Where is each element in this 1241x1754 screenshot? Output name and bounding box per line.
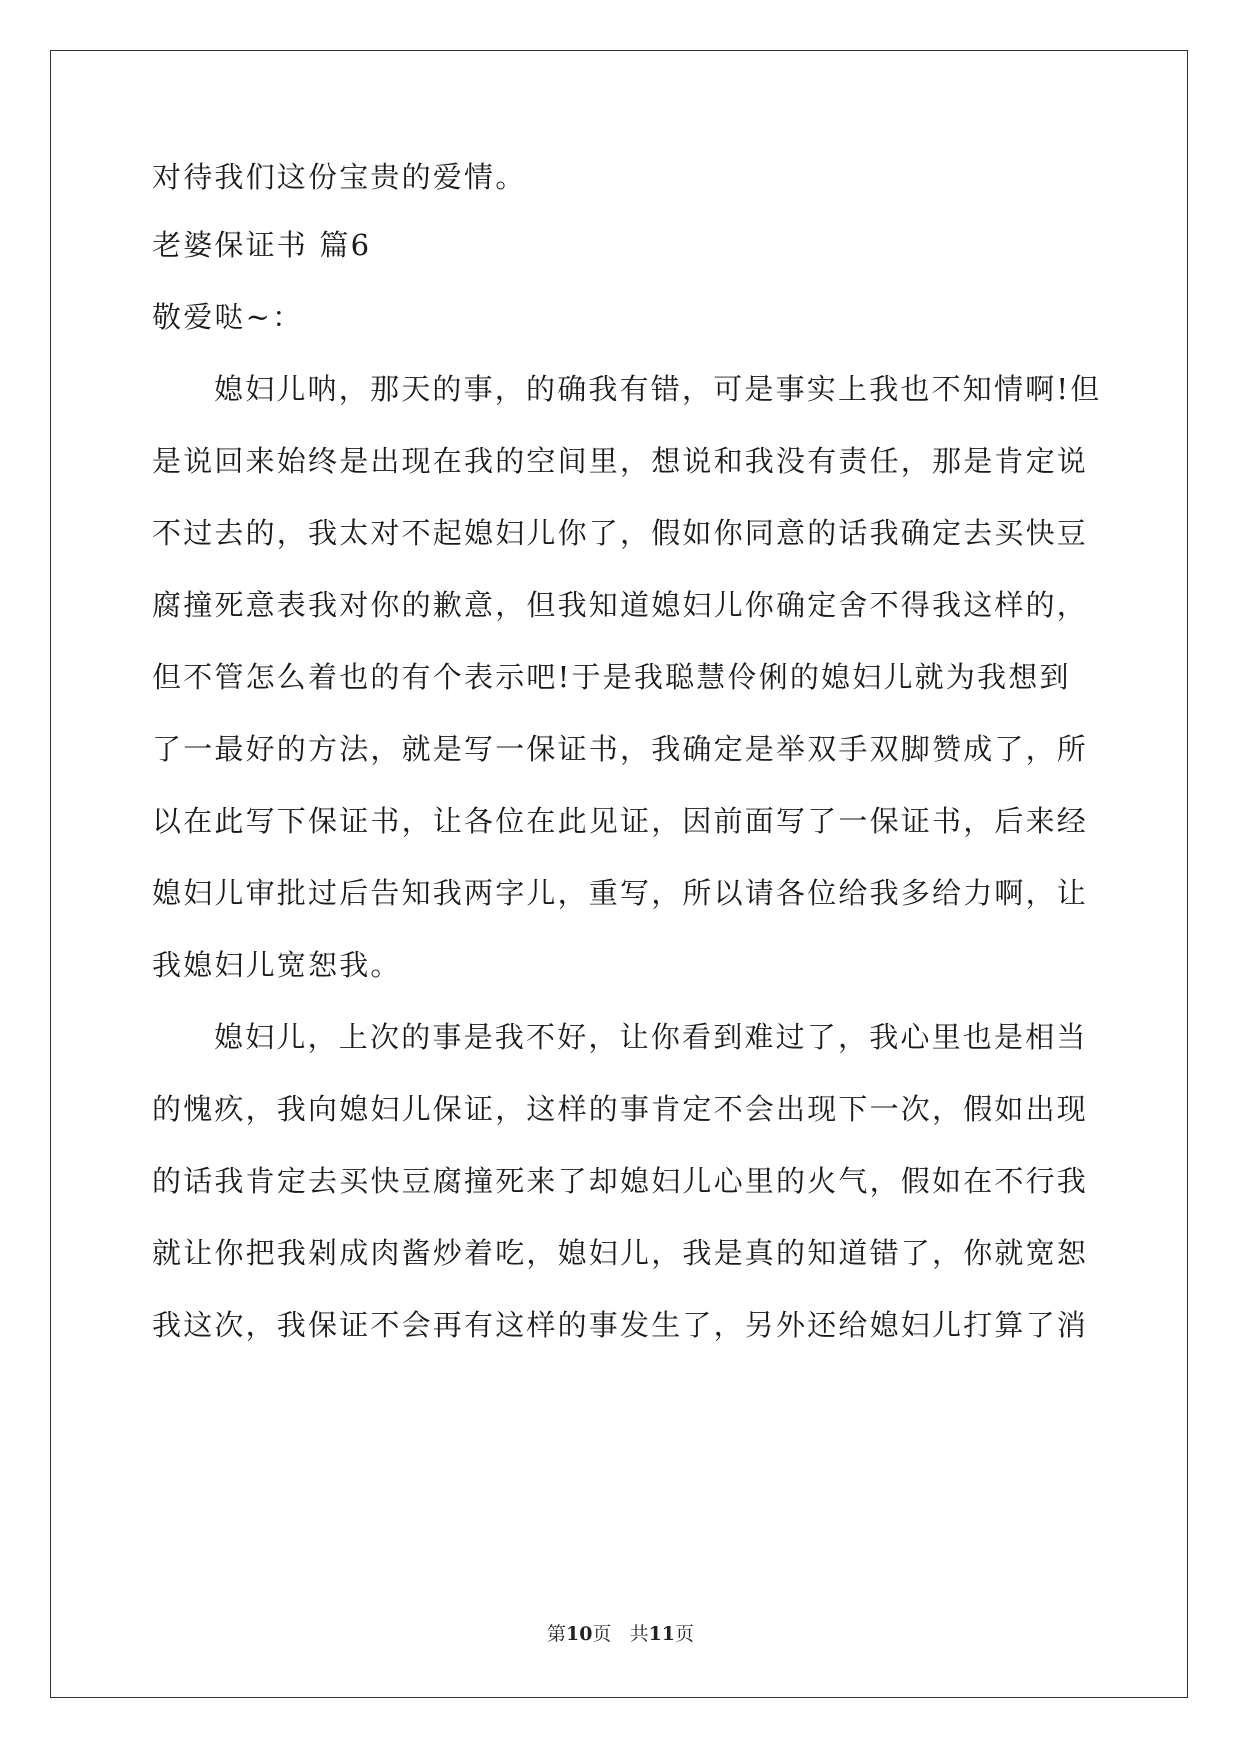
text-line: 我媳妇儿宽恕我。: [152, 948, 402, 982]
text-line: 媳妇儿，上次的事是我不好，让你看到难过了，我心里也是相当: [214, 1020, 1088, 1054]
text-line: 的愧疚，我向媳妇儿保证，这样的事肯定不会出现下一次，假如出现: [152, 1092, 1089, 1126]
text-line: 的话我肯定去买快豆腐撞死来了却媳妇儿心里的火气，假如在不行我: [152, 1164, 1089, 1198]
text-line: 媳妇儿呐，那天的事，的确我有错，可是事实上我也不知情啊!但: [214, 372, 1102, 406]
salutation: 敬爱哒~：: [152, 300, 304, 334]
footer-page-word: 页: [592, 1623, 612, 1645]
footer-total-prefix: 共: [629, 1623, 649, 1645]
page-footer: [0, 1620, 1241, 1648]
footer-prefix: 第: [546, 1623, 566, 1645]
text-line: 腐撞死意表我对你的歉意，但我知道媳妇儿你确定舍不得我这样的，: [152, 588, 1089, 622]
text-line: 我这次，我保证不会再有这样的事发生了，另外还给媳妇儿打算了消: [152, 1308, 1089, 1342]
total-page-number: 11: [648, 1623, 676, 1645]
section-heading: 老婆保证书 篇6: [152, 228, 372, 262]
text-line: 了一最好的方法，就是写一保证书，我确定是举双手双脚赞成了，所: [152, 732, 1089, 766]
footer-total-suffix: 页: [675, 1623, 695, 1645]
text-line: 媳妇儿审批过后告知我两字儿，重写，所以请各位给我多给力啊，让: [152, 876, 1089, 910]
text-line: 是说回来始终是出现在我的空间里，想说和我没有责任，那是肯定说: [152, 444, 1089, 478]
current-page-number: 10: [565, 1623, 593, 1645]
text-line: 以在此写下保证书，让各位在此见证，因前面写了一保证书，后来经: [152, 804, 1089, 838]
text-line: 就让你把我剁成肉酱炒着吃，媳妇儿，我是真的知道错了，你就宽恕: [152, 1236, 1089, 1270]
text-line: 不过去的，我太对不起媳妇儿你了，假如你同意的话我确定去买快豆: [152, 516, 1089, 550]
text-line: 对待我们这份宝贵的爱情。: [152, 160, 527, 194]
text-line: 但不管怎么着也的有个表示吧!于是我聪慧伶俐的媳妇儿就为我想到: [152, 660, 1071, 694]
